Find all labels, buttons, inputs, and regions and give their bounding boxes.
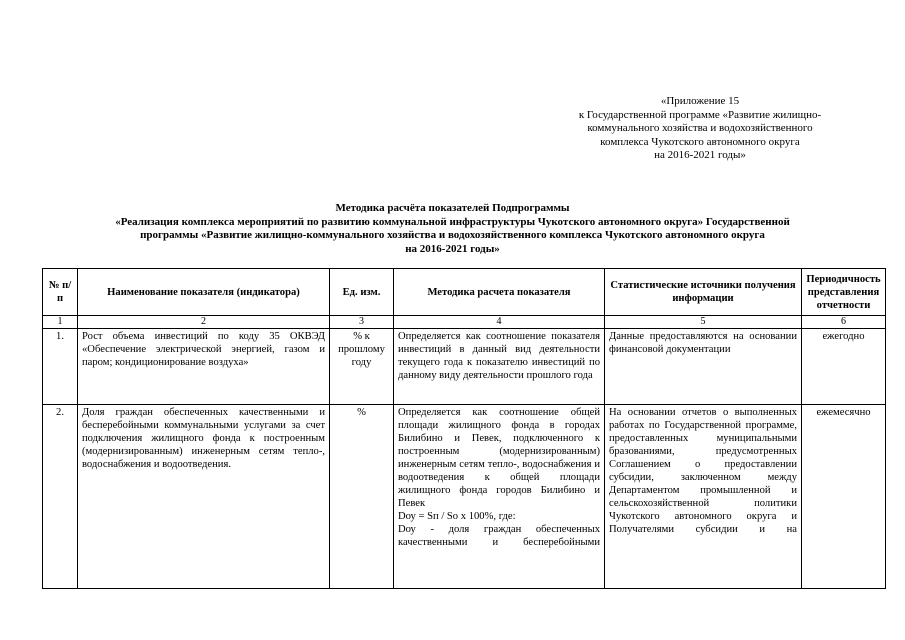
method-paragraph: Определяется как соотношение общей площади жилищного фонда в городах Билибино и Певек, подключенного к построенным (модернизированным) инженерным сетям тепло-, водоснабжения и водоотведения к общей площади жилищного фонда городов Билибино и Певек xyxy=(398,407,600,509)
table-row xyxy=(43,329,886,405)
row-periodicity: ежегодно xyxy=(802,329,886,405)
column-number: 3 xyxy=(330,316,394,329)
row-indicator-name: Рост объема инвестиций по коду 35 ОКВЭД «Обеспечение электрической энергией, газом и паром; кондиционирование воздуха» xyxy=(78,329,330,405)
appendix-line: к Государственной программе «Развитие жилищно- xyxy=(578,108,822,121)
column-numbers-row xyxy=(43,316,886,329)
column-number: 4 xyxy=(394,316,605,329)
title-line: на 2016-2021 годы» xyxy=(405,242,500,255)
row-source: Данные предоставляются на основании финансовой документации xyxy=(605,329,802,405)
row-periodicity: ежемесячно xyxy=(802,405,886,589)
row-method xyxy=(394,405,605,589)
row-unit: % xyxy=(330,405,394,589)
document-title xyxy=(40,202,865,256)
row-number: 1. xyxy=(43,329,78,405)
header-method: Методика расчета показателя xyxy=(394,269,605,316)
appendix-line: «Приложение 15 xyxy=(660,95,740,107)
row-unit: % к прошлому году xyxy=(330,329,394,405)
header-sources: Статистические источники получения информации xyxy=(605,269,802,316)
appendix-header xyxy=(520,95,880,163)
column-number: 2 xyxy=(78,316,330,329)
header-periodicity: Периодичность представления отчетности xyxy=(802,269,886,316)
method-paragraph: Dоу - доля граждан обеспеченных качественными и бесперебойными xyxy=(398,524,600,548)
title-line: программы «Развитие жилищно-коммунального хозяйства и водохозяйственного комплекса Чукотского автономного округа xyxy=(140,229,765,241)
column-number: 1 xyxy=(43,316,78,329)
title-line: «Реализация комплекса мероприятий по развитию коммунальной инфраструктуры Чукотского автономного округа» Государственной xyxy=(115,215,790,228)
table-header-row xyxy=(43,269,886,316)
table-row xyxy=(43,405,886,589)
appendix-line: на 2016-2021 годы» xyxy=(654,149,746,161)
row-number: 2. xyxy=(43,405,78,589)
appendix-line: коммунального хозяйства и водохозяйственного xyxy=(587,122,813,134)
row-source: На основании отчетов о выполненных работах по Государственной программе, предоставленных муниципальными бразованиями, предусмотренных Соглашением о предоставлении субсидии, заключенном между Департаментом промышленной и сельскохозяйственной политики Чукотского автономного округа и Получателями субсидии и на xyxy=(605,405,802,589)
column-number: 6 xyxy=(802,316,886,329)
method-formula: Dоу = Sп / Sо х 100%, где: xyxy=(398,511,516,522)
header-indicator-name: Наименование показателя (индикатора) xyxy=(78,269,330,316)
header-unit: Ед. изм. xyxy=(330,269,394,316)
indicators-table xyxy=(42,268,886,589)
row-indicator-name: Доля граждан обеспеченных качественными и бесперебойными коммунальными услугами за счет подключения жилищного фонда к построенным (модернизированным) инженерным сетям тепло-, водоснабжения и водоотведения. xyxy=(78,405,330,589)
column-number: 5 xyxy=(605,316,802,329)
header-number: № п/п xyxy=(43,269,78,316)
appendix-line: комплекса Чукотского автономного округа xyxy=(600,135,800,148)
row-method: Определяется как соотношение показателя инвестиций в данный вид деятельности текущего года к показателю инвестиций по данному виду деятельности прошлого года xyxy=(394,329,605,405)
title-line: Методика расчёта показателей Подпрограммы xyxy=(335,202,570,214)
